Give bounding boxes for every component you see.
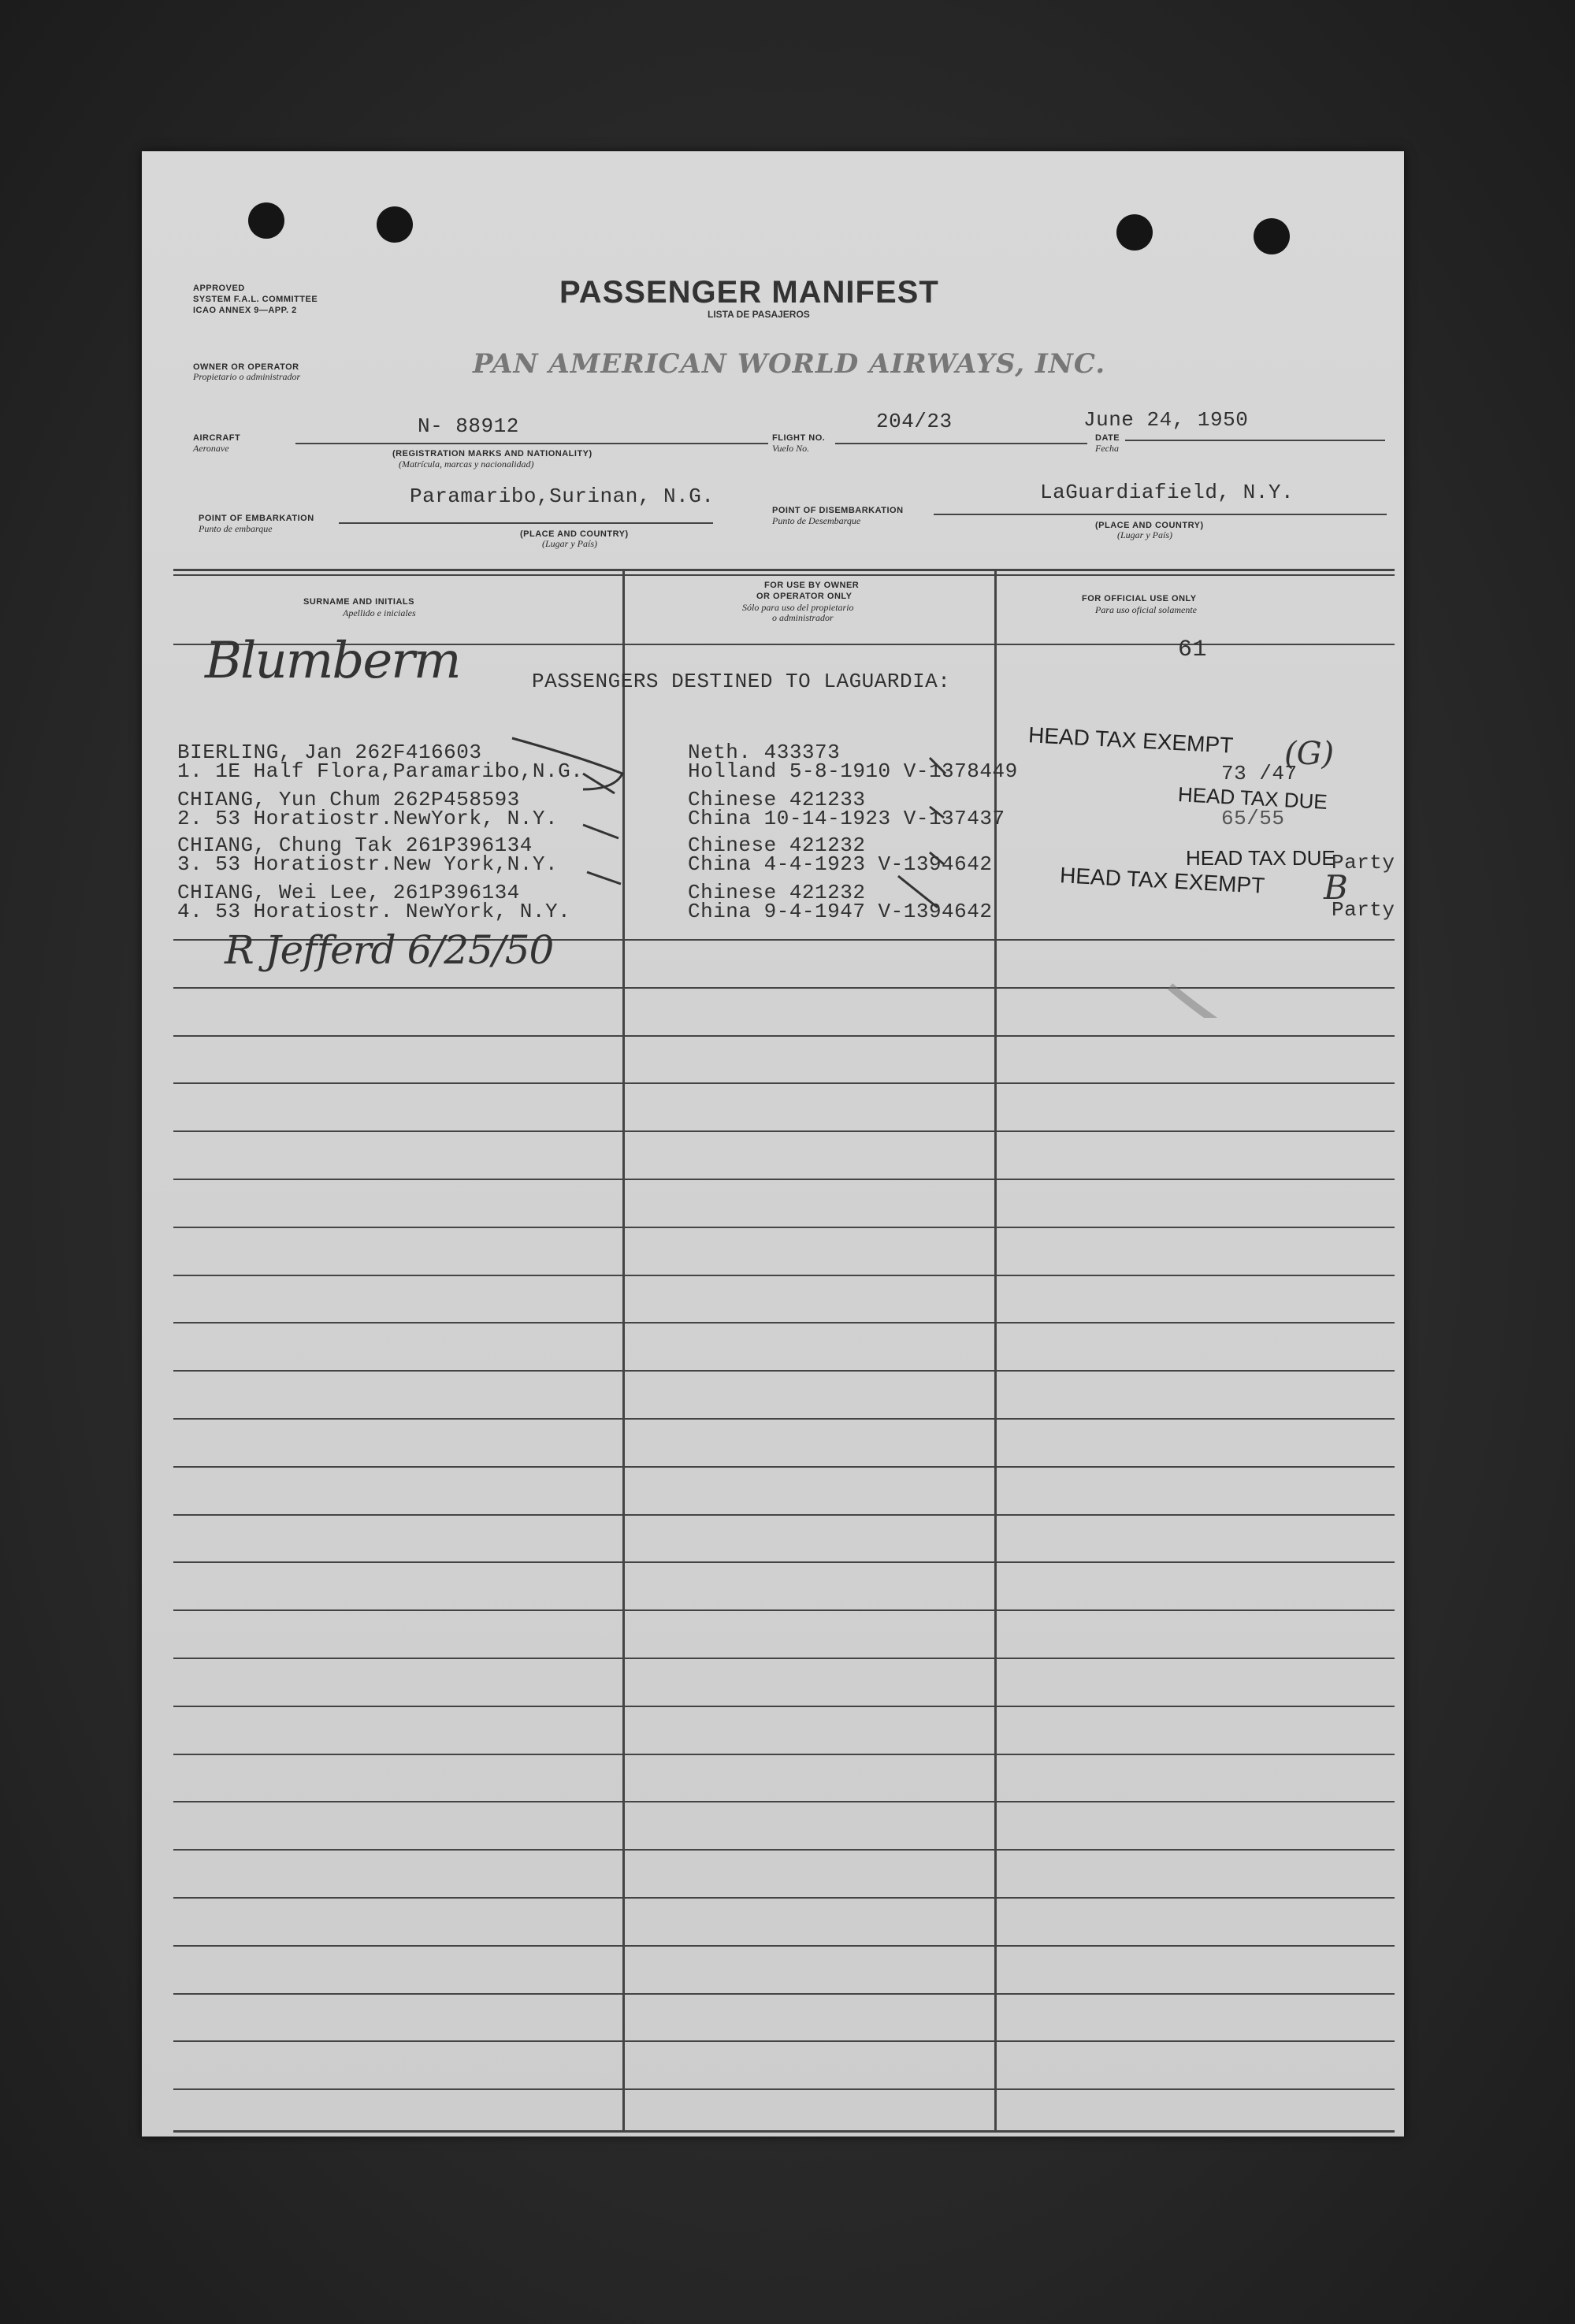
approval-line: SYSTEM F.A.L. COMMITTEE	[193, 295, 318, 304]
row-rule	[173, 1609, 1395, 1611]
passenger-birth: China 4-4-1923 V-1394642	[688, 852, 993, 876]
disembark-label-es: Punto de Desembarque	[772, 515, 861, 526]
row-rule	[173, 1561, 1395, 1563]
row-rule	[173, 1035, 1395, 1037]
col2-header-es: Sólo para uso del propietario	[742, 602, 854, 613]
place-label-es: (Lugar y País)	[1117, 529, 1172, 540]
date-value: June 24, 1950	[1083, 408, 1249, 432]
row-rule	[173, 1801, 1395, 1802]
date-label-es: Fecha	[1095, 443, 1119, 454]
row-rule	[173, 1418, 1395, 1420]
page-title: PASSENGER MANIFEST	[559, 275, 939, 310]
row-rule	[173, 1754, 1395, 1755]
page-subtitle: LISTA DE PASAJEROS	[708, 309, 810, 320]
row-rule	[173, 1082, 1395, 1084]
passenger-address: 3. 53 Horatiostr.New York,N.Y.	[177, 852, 559, 876]
col3-header: FOR OFFICIAL USE ONLY	[1082, 594, 1197, 603]
row-rule	[173, 1227, 1395, 1228]
head-tax-stamp: HEAD TAX DUE	[1177, 782, 1328, 814]
official-note: Party	[1332, 851, 1395, 874]
head-tax-stamp: HEAD TAX EXEMPT	[1027, 722, 1235, 758]
passenger-address: 1. 1E Half Flora,Paramaribo,N.G.	[177, 759, 584, 783]
official-note: B	[1324, 868, 1348, 907]
col2-header-es: o administrador	[772, 612, 834, 623]
col2-header: OR OPERATOR ONLY	[756, 592, 853, 601]
registration-label-es: (Matrícula, marcas y nacionalidad)	[399, 458, 534, 470]
passenger-address: 2. 53 Horatiostr.NewYork, N.Y.	[177, 807, 559, 830]
approval-line: APPROVED	[193, 284, 245, 293]
aircraft-value: N- 88912	[418, 414, 519, 438]
row-rule	[173, 1993, 1395, 1995]
approval-line: ICAO ANNEX 9—APP. 2	[193, 306, 297, 315]
passenger-address: 4. 53 Horatiostr. NewYork, N.Y.	[177, 900, 571, 923]
col1-header-es: Apellido e iniciales	[343, 607, 416, 618]
handwritten-signature: Blumberm	[205, 632, 460, 690]
passenger-name: BIERLING, Jan 262F416603	[177, 741, 482, 764]
row-rule	[173, 1370, 1395, 1372]
manifest-sheet	[142, 151, 1404, 2137]
embark-label: POINT OF EMBARKATION	[199, 514, 314, 523]
aircraft-label: AIRCRAFT	[193, 433, 241, 443]
row-rule	[173, 1179, 1395, 1180]
flight-label: FLIGHT NO.	[772, 433, 826, 443]
place-label-es: (Lugar y País)	[542, 538, 597, 549]
aircraft-label-es: Aeronave	[193, 443, 229, 454]
passenger-birth: China 10-14-1923 V-137437	[688, 807, 1005, 830]
registration-label: (REGISTRATION MARKS AND NATIONALITY)	[392, 449, 592, 458]
official-note: 73 /47	[1221, 762, 1298, 785]
col2-header: FOR USE BY OWNER	[764, 581, 860, 590]
passenger-name: CHIANG, Yun Chum 262P458593	[177, 788, 520, 811]
row-rule	[173, 1849, 1395, 1851]
passenger-name: CHIANG, Chung Tak 261P396134	[177, 833, 533, 857]
official-note: Party	[1332, 898, 1395, 922]
row-rule	[173, 1130, 1395, 1132]
row-rule	[173, 1945, 1395, 1947]
section-heading: PASSENGERS DESTINED TO LAGUARDIA:	[532, 670, 951, 693]
disembark-value: LaGuardiafield, N.Y.	[1040, 481, 1295, 504]
operator-name: PAN AMERICAN WORLD AIRWAYS, INC.	[473, 348, 1106, 380]
embark-label-es: Punto de embarque	[199, 523, 273, 534]
owner-label-es: Propietario o administrador	[193, 371, 301, 382]
date-label: DATE	[1095, 433, 1120, 443]
row-rule	[173, 1514, 1395, 1516]
handwritten-signature: R Jefferd 6/25/50	[225, 927, 554, 973]
row-rule	[173, 1322, 1395, 1323]
owner-label: OWNER OR OPERATOR	[193, 362, 299, 372]
flight-label-es: Vuelo No.	[772, 443, 810, 454]
head-tax-stamp: HEAD TAX EXEMPT	[1059, 863, 1266, 898]
row-rule	[173, 2088, 1395, 2090]
passenger-passport: Chinese 421233	[688, 788, 866, 811]
passenger-passport: Chinese 421232	[688, 833, 866, 857]
flight-value: 204/23	[876, 410, 953, 433]
row-rule	[173, 1275, 1395, 1276]
passenger-name: CHIANG, Wei Lee, 261P396134	[177, 881, 520, 904]
official-note: 65/55	[1221, 807, 1285, 830]
official-number: 61	[1178, 637, 1208, 663]
passenger-birth: Holland 5-8-1910 V-1378449	[688, 759, 1018, 783]
official-note: (G)	[1284, 736, 1335, 772]
row-rule	[173, 1658, 1395, 1659]
place-label: (PLACE AND COUNTRY)	[520, 529, 629, 539]
row-rule	[173, 1897, 1395, 1899]
passenger-passport: Chinese 421232	[688, 881, 866, 904]
row-rule	[173, 1706, 1395, 1707]
passenger-passport: Neth. 433373	[688, 741, 841, 764]
embark-value: Paramaribo,Surinan, N.G.	[410, 484, 715, 508]
disembark-label: POINT OF DISEMBARKATION	[772, 506, 904, 515]
col1-header: SURNAME AND INITIALS	[303, 597, 414, 607]
check-marks	[142, 151, 1404, 1018]
col3-header-es: Para uso oficial solamente	[1095, 604, 1197, 615]
row-rule	[173, 2040, 1395, 2042]
row-rule	[173, 1466, 1395, 1468]
head-tax-stamp: HEAD TAX DUE	[1186, 846, 1335, 870]
table-bottom-rule	[173, 2130, 1395, 2133]
place-label: (PLACE AND COUNTRY)	[1095, 521, 1204, 530]
passenger-birth: China 9-4-1947 V-1394642	[688, 900, 993, 923]
